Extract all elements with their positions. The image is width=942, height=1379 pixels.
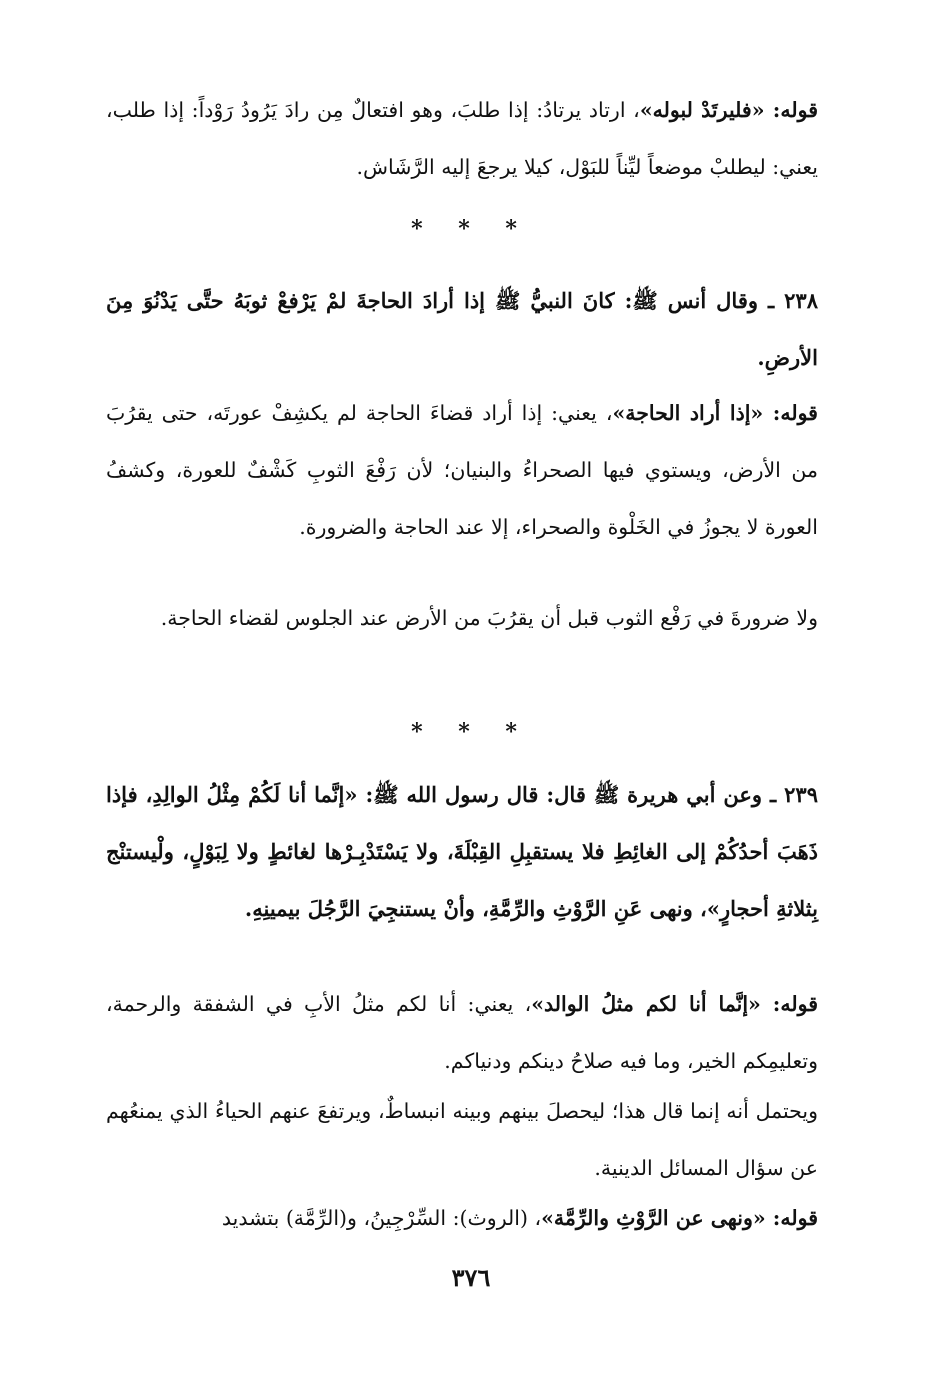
commentary-text: ، ارتاد يرتادُ: إذا طلبَ، وهو افتعالٌ مِن رادَ يَرُودُ رَوْداً: إذا طلب، يعني: ليطلبْ موضعاً ليِّناً للبَوْل، كيلا يرجعَ إليه الرَّشَاش. [106, 98, 818, 179]
section-separator: * * * [411, 216, 531, 242]
section-separator: * * * [411, 719, 531, 745]
commentary-paragraph-2 [106, 385, 818, 556]
commentary-paragraph-5: ويحتمل أنه إنما قال هذا؛ ليحصلَ بينهم وبينه انبساطٌ، ويرتفعَ عنهم الحياءُ الذي يمنعُهم عن سؤال المسائل الدينية. [106, 1099, 818, 1180]
commentary-lead: قوله: «إنَّما أنا لكم مثلُ الوالد» [531, 992, 818, 1016]
commentary-lead: قوله: «إذا أراد الحاجة» [612, 401, 818, 425]
commentary-paragraph-6 [106, 1190, 818, 1247]
commentary-paragraph-1 [106, 82, 818, 196]
page-number: ٣٧٦ [451, 1263, 491, 1292]
commentary-lead: قوله: «ونهى عن الرَّوْثِ والرِّمَّة» [541, 1206, 818, 1230]
commentary-lead: قوله: «فليرتَدْ لبوله» [639, 98, 818, 122]
commentary-text: ، (الروث): السِّرْجِينُ، و(الرِّمَّة) بتشديد [221, 1206, 542, 1230]
commentary-paragraph-4 [106, 976, 818, 1090]
commentary-paragraph-3: ولا ضرورةَ في رَفْع الثوب قبل أن يقرُبَ من الأرض عند الجلوس لقضاء الحاجة. [160, 606, 818, 630]
commentary-text: ، يعني: إذا أراد قضاءَ الحاجة لم يكشِفْ عورتَه، حتى يقرُبَ من الأرض، ويستوي فيها الصحراءُ والبنيان؛ لأن رَفْعَ الثوبِ كَشْفٌ للعورة، وكشفُ العورة لا يجوزُ في الخَلْوة والصحراء، إلا عند الحاجة والضرورة. [106, 401, 818, 539]
hadith-239: ٢٣٩ ـ وعن أبي هريرة ﷺ قال: قال رسول الله ﷺ: «إنَّما أنا لَكُمْ مِثْلُ الوالِدِ، فإذا ذَهَبَ أحدُكُمْ إلى الغائِطِ فلا يستقبِلِ القِبْلَةَ، ولا يَسْتَدْبِـرْها لغائطٍ ولا لِبَوْلٍ، ولْيستنْج بِثلاثةِ أحجارٍ»، ونهى عَنِ الرَّوْثِ والرِّمَّةِ، وأنْ يستنجِيَ الرَّجُلَ بيمينِهِ. [106, 782, 818, 921]
hadith-238: ٢٣٨ ـ وقال أنس ﷺ: كانَ النبيُّ ﷺ إذا أرادَ الحاجةَ لمْ يَرْفعْ ثوبَهُ حتَّى يَدْنُوَ مِنَ الأرضِ. [106, 288, 818, 370]
commentary-text: ، يعني: أنا لكم مثلُ الأبِ في الشفقة والرحمة، وتعليمِكم الخير، وما فيه صلاحُ دينكم ودنياكم. [106, 992, 818, 1073]
